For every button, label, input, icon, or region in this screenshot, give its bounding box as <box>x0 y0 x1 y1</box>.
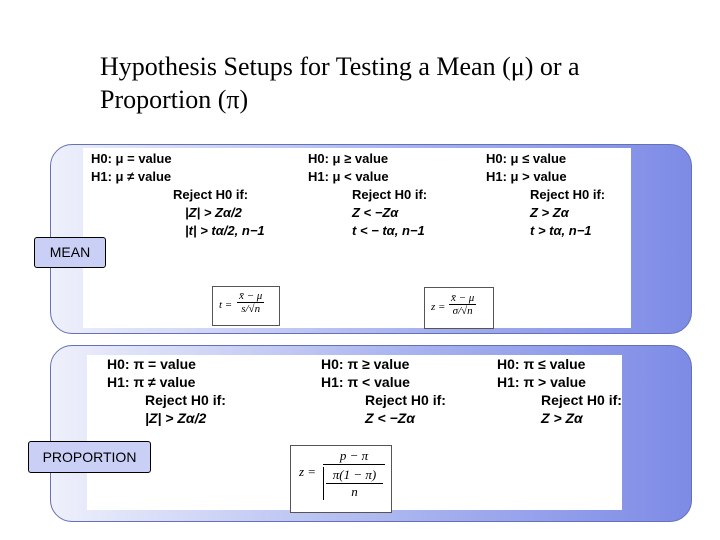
mean-right-tailed <box>486 150 605 240</box>
mean-left-tailed <box>308 150 427 240</box>
z-statistic-formula <box>424 287 494 329</box>
title-line-1: Hypothesis Setups for Testing a Mean (μ) or a <box>100 52 580 81</box>
h1-statement: H1: μ ≠ value <box>91 169 172 184</box>
slide-title <box>100 50 680 116</box>
formula-lhs: t = <box>219 299 233 311</box>
formula-denominator: σ/√n <box>452 305 473 317</box>
reject-label: Reject H0 if: <box>173 187 249 202</box>
h1-statement: H1: μ > value <box>486 169 567 184</box>
mean-two-tailed <box>91 150 265 240</box>
reject-rule-z: Z > Zα <box>530 205 569 220</box>
formula-fraction <box>323 448 385 500</box>
reject-rule-t: |t| > tα/2, n−1 <box>185 223 265 238</box>
h0-statement: H0: π ≥ value <box>321 356 410 372</box>
formula-numerator: p − π <box>323 448 385 465</box>
reject-rule-t: t < − tα, n−1 <box>352 223 425 238</box>
h1-statement: H1: π > value <box>497 374 586 390</box>
reject-rule-z: |Z| > Zα/2 <box>145 410 207 426</box>
t-statistic-formula <box>212 286 280 326</box>
reject-label: Reject H0 if: <box>365 392 446 408</box>
formula-fraction <box>237 290 264 315</box>
formula-fraction <box>449 292 476 317</box>
mean-label: MEAN <box>34 237 106 268</box>
reject-rule-z: Z > Zα <box>541 410 583 426</box>
reject-rule-z: Z < −Zα <box>352 205 399 220</box>
h1-statement: H1: π < value <box>321 374 410 390</box>
formula-numerator: x̄ − μ <box>451 292 475 304</box>
h0-statement: H0: μ ≥ value <box>308 151 389 166</box>
formula-numerator: x̄ − μ <box>239 290 263 302</box>
reject-label: Reject H0 if: <box>530 187 606 202</box>
mean-content <box>83 148 631 328</box>
h0-statement: H0: μ ≤ value <box>486 151 567 166</box>
proportion-label: PROPORTION <box>28 441 151 473</box>
formula-denominator: s/√n <box>241 303 261 315</box>
proportion-left-tailed <box>321 355 446 427</box>
reject-rule-z: |Z| > Zα/2 <box>185 205 242 220</box>
h1-statement: H1: π ≠ value <box>107 374 196 390</box>
reject-label: Reject H0 if: <box>352 187 428 202</box>
reject-label: Reject H0 if: <box>145 392 226 408</box>
formula-lhs: z = <box>431 301 446 313</box>
h1-statement: H1: μ < value <box>308 169 389 184</box>
reject-label: Reject H0 if: <box>541 392 622 408</box>
formula-denominator-bottom: n <box>351 484 358 499</box>
formula-denominator <box>323 467 385 500</box>
reject-rule-z: Z < −Zα <box>365 410 415 426</box>
h0-statement: H0: π ≤ value <box>497 356 586 372</box>
formula-denominator-top: π(1 − π) <box>326 467 383 484</box>
proportion-two-tailed <box>107 355 226 427</box>
reject-rule-t: t > tα, n−1 <box>530 223 592 238</box>
proportion-z-formula <box>290 445 392 513</box>
proportion-right-tailed <box>497 355 622 427</box>
h0-statement: H0: π = value <box>107 356 196 372</box>
h0-statement: H0: μ = value <box>91 151 172 166</box>
title-line-2: Proportion (π) <box>100 85 249 114</box>
formula-lhs: z = <box>299 464 317 479</box>
